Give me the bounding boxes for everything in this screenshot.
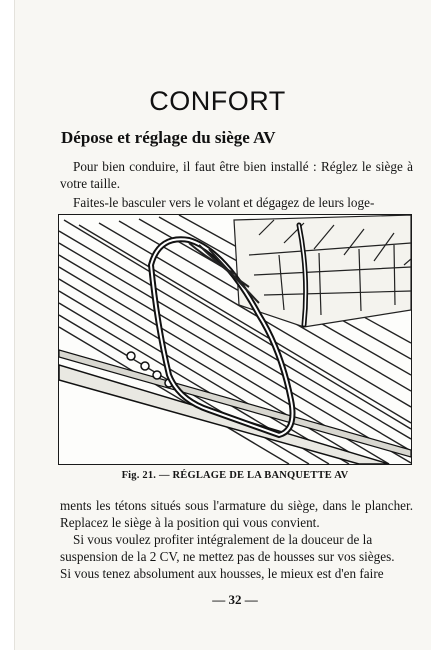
- seat-cushion: [234, 215, 411, 327]
- paragraph-4: Si vous voulez profiter intégralement de la douceur de la: [73, 532, 373, 547]
- page-number: — 32 —: [212, 592, 258, 607]
- paragraph-5: suspension de la 2 CV, ne mettez pas de housses sur vos sièges.: [60, 549, 395, 564]
- figure-caption: Fig. 21. — RÉGLAGE DE LA BANQUETTE AV: [121, 470, 349, 481]
- chapter-title: CONFORT: [149, 86, 286, 116]
- paragraph-1: Pour bien conduire, il faut être bien installé : Réglez le siège à votre taille.: [60, 159, 413, 191]
- paragraph-2: Faites-le basculer vers le volant et dégagez de leurs loge-: [73, 195, 375, 210]
- section-title: Dépose et réglage du siège AV: [61, 128, 276, 147]
- paragraph-3: ments les tétons situés sous l'armature du siège, dans le plancher. Replacez le siège à la position qui vous convient.: [60, 498, 413, 530]
- paragraph-6: Si vous tenez absolument aux housses, le mieux est d'en faire: [60, 566, 384, 581]
- figure-21-illustration: [58, 214, 412, 465]
